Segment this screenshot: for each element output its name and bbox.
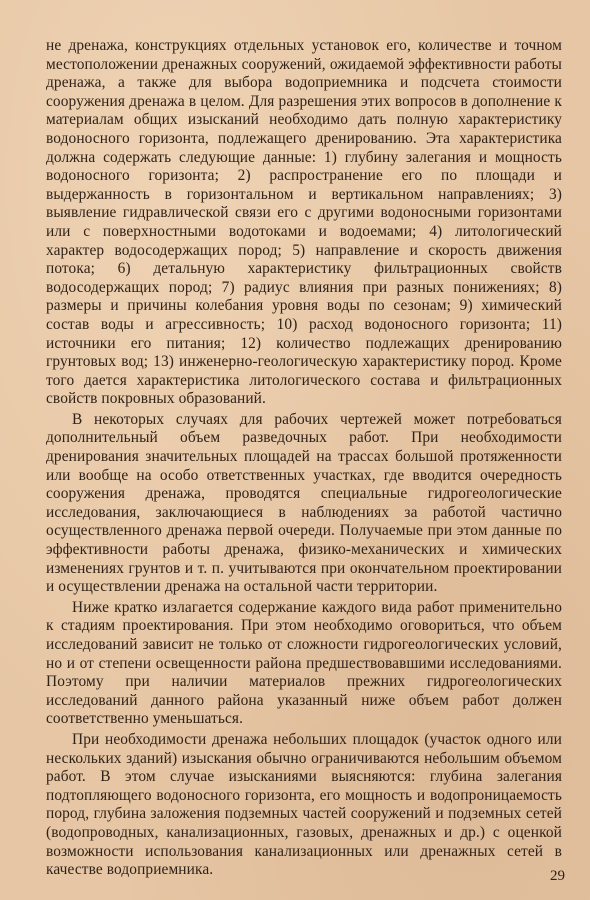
body-text bbox=[46, 37, 562, 880]
page-number: 29 bbox=[550, 868, 565, 884]
paragraph: В некоторых случаях для рабочих чертежей может потребоваться дополнительный объем разведочных работ. При необходимости дренирования значительных площадей на трассах большой протяженности или вообще на особо ответственных участках, где вводится очередность сооружения дренажа, проводятся специальные гидрогеологические исследования, заключающиеся в наблюдениях за работой частично осуществленного дренажа первой очереди. Получаемые при этом данные по эффективности работы дренажа, физико-механических и химических изменениях грунтов и т. п. учитываются при окончательном проектировании и осуществлении дренажа на остальной части территории. bbox=[46, 410, 562, 596]
paragraph: При необходимости дренажа небольших площадок (участок одного или нескольких зданий) изыскания обычно ограничиваются небольшим объемом работ. В этом случае изысканиями выясняются: глубина залегания подтопляющего водоносного горизонта, его мощность и водопроницаемость пород, глубина заложения подземных частей сооружений и подземных сетей (водопроводных, канализационных, газовых, дренажных и др.) с оценкой возможности использования канализационных или дренажных сетей в качестве водоприемника. bbox=[46, 730, 562, 879]
paragraph-continued: не дренажа, конструкциях отдельных установок его, количестве и точном местоположении дренажных сооружений, ожидаемой эффективности работы дренажа, а также для выбора водоприемника и подсчета стоимости сооружения дренажа в целом. Для разрешения этих вопросов в дополнение к материалам общих изысканий необходимо дать полную характеристику водоносного горизонта, подлежащего дренированию. Эта характеристика должна содержать следующие данные: 1) глубину залегания и мощность водоносного горизонта; 2) распространение его по площади и выдержанность в горизонтальном и вертикальном направлениях; 3) выявление гидравлической связи его с другими водоносными горизонтами или с поверхностными водотоками и водоемами; 4) литологический характер водосодержащих пород; 5) направление и скорость движения потока; 6) детальную характеристику фильтрационных свойств водосодержащих пород; 7) радиус влияния при разных понижениях; 8) размеры и причины колебания уровня воды по сезонам; 9) химический состав воды и агрессивность; 10) расход водоносного горизонта; 11) источники его питания; 12) количество подлежащих дренированию грунтовых вод; 13) инженерно-геологическую характеристику пород. Кроме того дается характеристика литологического состава и фильтрационных свойств покровных образований. bbox=[46, 37, 562, 408]
paragraph: Ниже кратко излагается содержание каждого вида работ применительно к стадиям проектирования. При этом необходимо оговориться, что объем исследований зависит не только от сложности гидрогеологических условий, но и от степени освещенности района предшествовавшими исследованиями. Поэтому при наличии материалов прежних гидрогеологических исследований данного района указанный ниже объем работ должен соответственно уменьшаться. bbox=[46, 598, 562, 728]
